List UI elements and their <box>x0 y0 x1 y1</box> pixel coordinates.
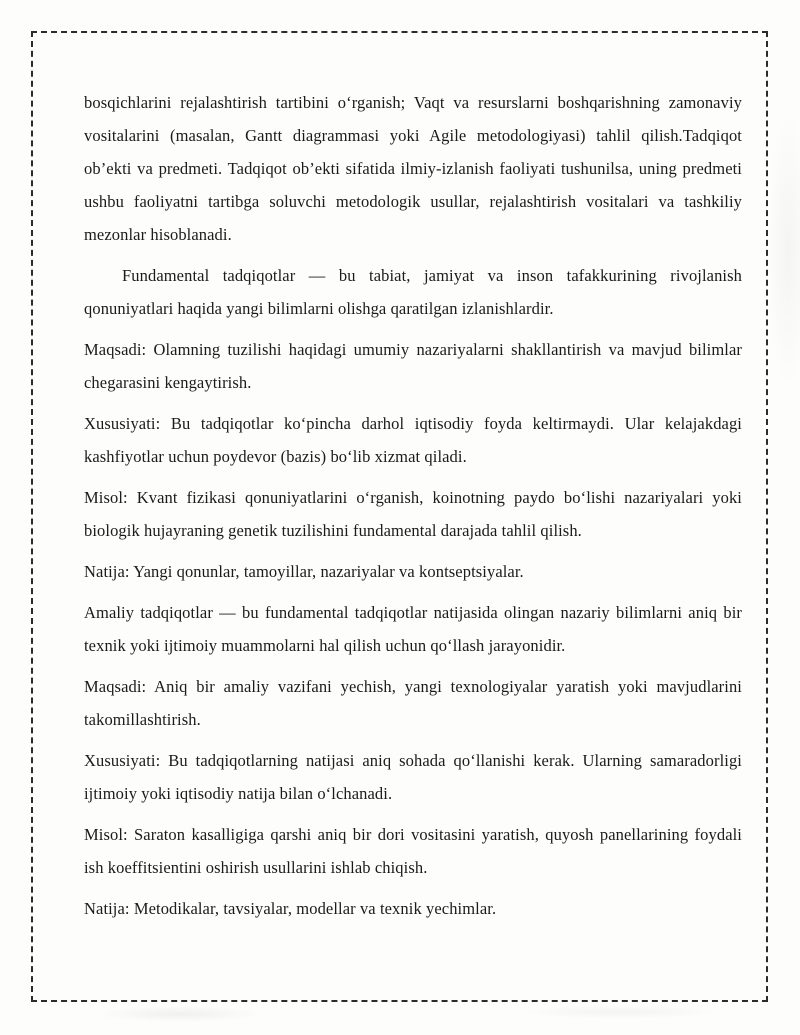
paragraph: Amaliy tadqiqotlar — bu fundamental tadqiqotlar natijasida olingan nazariy bilimlarni aniq bir texnik yoki ijtimoiy muammolarni hal qilish uchun qo‘llash jarayonidir. <box>84 603 742 655</box>
paragraph: Fundamental tadqiqotlar — bu tabiat, jamiyat va inson tafakkurining rivojlanish qonuniyatlari haqida yangi bilimlarni olishga qaratilgan izlanishlardir. <box>84 266 742 318</box>
paragraph: bosqichlarini rejalashtirish tartibini o‘rganish; Vaqt va resurslarni boshqarishning zamonaviy vositalarini (masalan, Gantt diagrammasi yoki Agile metodologiyasi) tahlil qilish.Tadqiqot ob’ekti va predmeti. Tadqiqot ob’ekti sifatida ilmiy-izlanish faoliyati tushunilsa, uning predmeti ushbu faoliyatni tartibga soluvchi metodologik usullar, rejalashtirish vositalari va tashkiliy mezonlar hisoblanadi. <box>84 93 742 244</box>
document-text-block <box>84 86 742 933</box>
paragraph: Maqsadi: Olamning tuzilishi haqidagi umumiy nazariyalarni shakllantirish va mavjud bilimlar chegarasini kengaytirish. <box>84 340 742 392</box>
paragraph: Xususiyati: Bu tadqiqotlar ko‘pincha darhol iqtisodiy foyda keltirmaydi. Ular kelajakdagi kashfiyotlar uchun poydevor (bazis) bo‘lib xizmat qiladi. <box>84 414 742 466</box>
paragraph: Misol: Kvant fizikasi qonuniyatlarini o‘rganish, koinotning paydo bo‘lishi nazariyalari yoki biologik hujayraning genetik tuzilishini fundamental darajada tahlil qilish. <box>84 488 742 540</box>
paragraph: Xususiyati: Bu tadqiqotlarning natijasi aniq sohada qo‘llanishi kerak. Ularning samaradorligi ijtimoiy yoki iqtisodiy natija bilan o‘lchanadi. <box>84 751 742 803</box>
paragraph: Natija: Metodikalar, tavsiyalar, modellar va texnik yechimlar. <box>84 899 497 918</box>
paragraph: Natija: Yangi qonunlar, tamoyillar, nazariyalar va kontseptsiyalar. <box>84 562 524 581</box>
paragraph: Maqsadi: Aniq bir amaliy vazifani yechish, yangi texnologiyalar yaratish yoki mavjudlarini takomillashtirish. <box>84 677 742 729</box>
paragraph: Misol: Saraton kasalligiga qarshi aniq bir dori vositasini yaratish, quyosh panellarining foydali ish koeffitsientini oshirish usullarini ishlab chiqish. <box>84 825 742 877</box>
